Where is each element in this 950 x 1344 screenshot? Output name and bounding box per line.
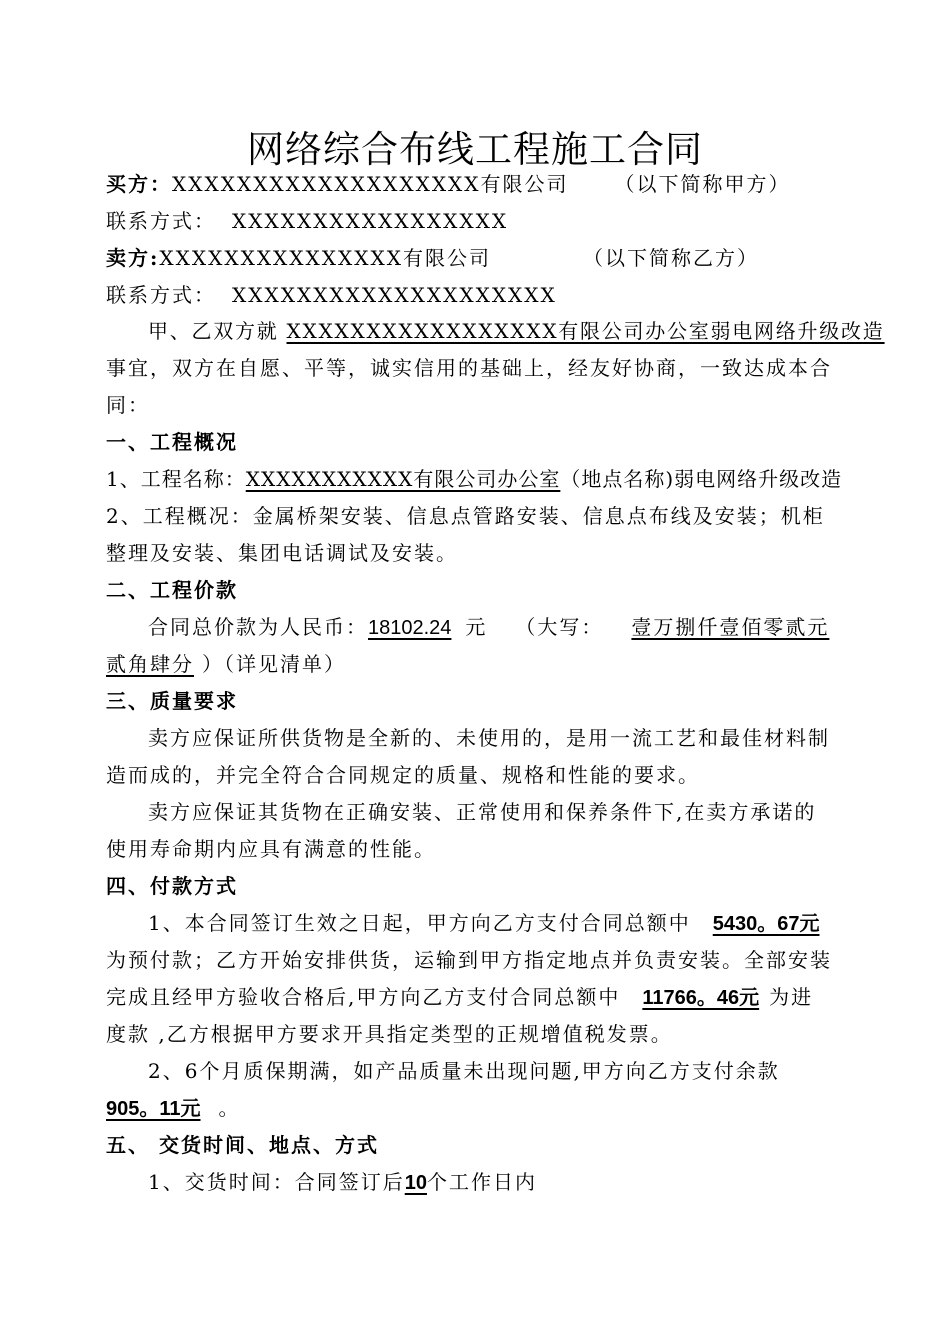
payment-p2-end: 。 bbox=[218, 1096, 241, 1120]
price-unit: 元 bbox=[465, 615, 488, 639]
seller-label: 卖方: bbox=[106, 246, 160, 270]
price-suffix: ）（详见清单） bbox=[202, 652, 346, 676]
payment-p2-line2 bbox=[106, 1090, 846, 1127]
delivery-time-suffix: 个工作日内 bbox=[426, 1170, 537, 1194]
quality-p2-line1: 卖方应保证其货物在正确安装、正常使用和保养条件下,在卖方承诺的 bbox=[148, 800, 817, 824]
seller-alias: （以下简称乙方） bbox=[582, 246, 759, 270]
section1-item2-line1: 2、工程概况：金属桥架安装、信息点管路安装、信息点布线及安装；机柜 bbox=[106, 504, 825, 528]
seller-line bbox=[106, 240, 846, 277]
payment-p1-prefix: 1、本合同签订生效之日起，甲方向乙方支付合同总额中 bbox=[148, 911, 691, 935]
buyer-name: XXXXXXXXXXXXXXXXXXX有限公司 bbox=[172, 172, 569, 196]
intro-line-2: 事宜，双方在自愿、平等，诚实信用的基础上，经友好协商，一致达成本合 bbox=[106, 356, 832, 380]
seller-contact-line bbox=[106, 277, 846, 314]
payment-p2-line1: 2、6个月质保期满，如产品质量未出现问题,甲方向乙方支付余款 bbox=[148, 1059, 780, 1083]
payment-p1-line4: 度款 ,乙方根据甲方要求开具指定类型的正规增值税发票。 bbox=[106, 1022, 673, 1046]
intro-line-1 bbox=[106, 313, 888, 350]
project-name: XXXXXXXXXXX有限公司办公室 bbox=[245, 467, 561, 491]
price-prefix: 合同总价款为人民币： bbox=[148, 615, 368, 639]
section1-heading: 一、工程概况 bbox=[106, 430, 238, 454]
buyer-alias: （以下简称甲方） bbox=[614, 172, 791, 196]
payment-p1-line3 bbox=[106, 979, 846, 1016]
buyer-contact-label: 联系方式： bbox=[106, 209, 216, 233]
seller-name: XXXXXXXXXXXXXXX有限公司 bbox=[159, 246, 491, 270]
payment-p1-line1 bbox=[106, 905, 888, 942]
section1-item1 bbox=[106, 461, 846, 498]
delivery-days: 10 bbox=[404, 1172, 427, 1194]
intro-prefix: 甲、乙双方就 bbox=[148, 319, 279, 343]
payment-p1-line2: 为预付款；乙方开始安排供货，运输到甲方指定地点并负责安装。全部安装 bbox=[106, 948, 832, 972]
section5-heading: 五、 交货时间、地点、方式 bbox=[106, 1133, 379, 1157]
payment-p1-line3-suffix: 为进 bbox=[769, 985, 814, 1009]
payment-p1-line3-prefix: 完成且经甲方验收合格后,甲方向乙方支付合同总额中 bbox=[106, 985, 621, 1009]
intro-line-3: 同： bbox=[106, 393, 150, 417]
price-daxie-part1: 壹万捌仟壹佰零贰元 bbox=[631, 615, 830, 639]
buyer-line bbox=[106, 166, 846, 203]
project-name-label: 1、工程名称： bbox=[106, 467, 246, 491]
price-daxie-label: （大写： bbox=[515, 615, 604, 639]
buyer-contact-line bbox=[106, 203, 846, 240]
price-line-2 bbox=[106, 646, 846, 683]
buyer-contact: XXXXXXXXXXXXXXXXX bbox=[232, 209, 509, 233]
section1-item2-line2: 整理及安装、集团电话调试及安装。 bbox=[106, 541, 458, 565]
quality-p1-line2: 造而成的，并完全符合合同规定的质量、规格和性能的要求。 bbox=[106, 763, 700, 787]
section3-heading: 三、质量要求 bbox=[106, 689, 238, 713]
intro-project: XXXXXXXXXXXXXXXXX有限公司办公室弱电网络升级改造 bbox=[286, 319, 885, 343]
document-title: 网络综合布线工程施工合同 bbox=[247, 128, 703, 171]
price-amount: 18102.24 bbox=[368, 617, 452, 639]
delivery-time-prefix: 1、交货时间：合同签订后 bbox=[148, 1170, 405, 1194]
buyer-label: 买方： bbox=[106, 172, 172, 196]
seller-contact-label: 联系方式： bbox=[106, 283, 216, 307]
payment-advance-amount: 5430。67元 bbox=[712, 913, 820, 935]
quality-p1-line1: 卖方应保证所供货物是全新的、未使用的，是用一流工艺和最佳材料制 bbox=[148, 726, 830, 750]
delivery-item1 bbox=[106, 1164, 888, 1201]
seller-contact: XXXXXXXXXXXXXXXXXXXX bbox=[232, 283, 557, 307]
project-name-suffix: （地点名称)弱电网络升级改造 bbox=[560, 467, 843, 491]
payment-balance-amount: 905。11元 bbox=[106, 1098, 201, 1120]
section4-heading: 四、付款方式 bbox=[106, 874, 238, 898]
section2-heading: 二、工程价款 bbox=[106, 578, 238, 602]
quality-p2-line2: 使用寿命期内应具有满意的性能。 bbox=[106, 837, 436, 861]
price-daxie-part2: 贰角肆分 bbox=[106, 652, 194, 676]
payment-progress-amount: 11766。46元 bbox=[642, 987, 760, 1009]
price-line-1 bbox=[106, 609, 888, 646]
